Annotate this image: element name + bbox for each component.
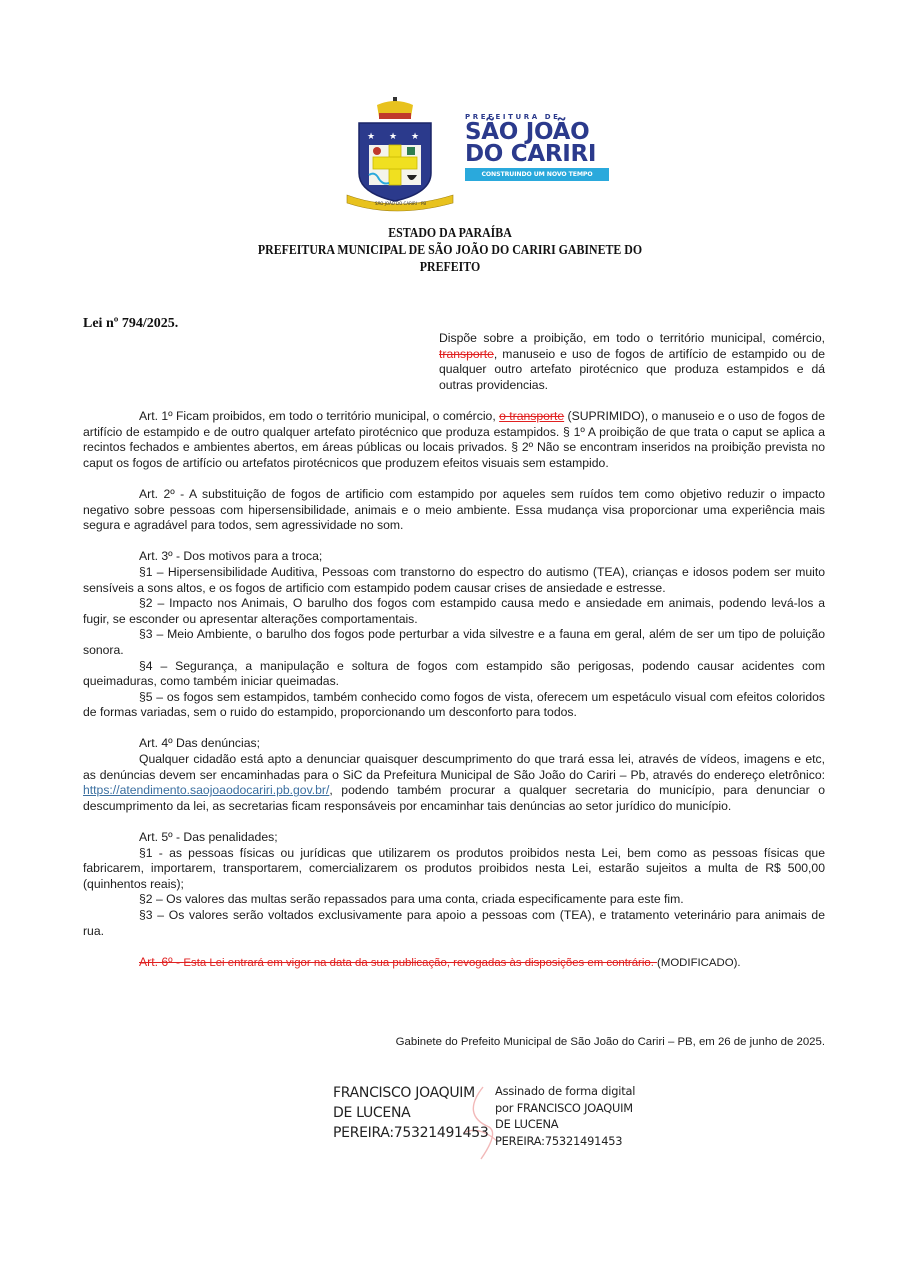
signature-detail-line: PEREIRA:75321491453: [495, 1133, 623, 1148]
sic-link[interactable]: https://atendimento.saojoaodocariri.pb.gov.br/: [83, 783, 330, 798]
summary-text: Dispõe sobre a proibição, em todo o território municipal, comércio,: [439, 331, 825, 345]
brand-slogan: CONSTRUINDO UM NOVO TEMPO: [465, 168, 609, 181]
signer-name-line: DE LUCENA: [333, 1105, 411, 1121]
signature-detail-line: Assinado de forma digital: [495, 1084, 636, 1098]
struck-text: o transporte: [499, 409, 565, 423]
article-2: Art. 2º - A substituição de fogos de artificio com estampido por aqueles sem ruídos tem como objetivo reduzir o impacto negativo sobre pessoas com hipersensibilidade, animais e o meio ambiente. Essa mudança visa proporcionar uma experiência mais segura e agradável para todos, sem agressividade no som.: [83, 486, 825, 533]
signature-details: [495, 1083, 635, 1149]
signer-name-line: FRANCISCO JOAQUIM: [333, 1085, 475, 1101]
svg-text:★: ★: [411, 132, 420, 142]
law-summary: [439, 331, 825, 393]
article-5-paragraph-2: §2 – Os valores das multas serão repassados para uma conta, criada especificamente para este fim.: [139, 892, 684, 907]
article-1-text-cont: (SUPRIMIDO), o manuseio e o uso de fogos de artifício de estampido e de outro qualquer artefato pirotécnico que produza estampidos. § 1º A proibição de que trata o caput se aplica a recintos fechados e ambientes abertos, em áreas públicas ou locais privados. § 2º Não se encontram inseridos na proibição prevista no caput os fogos de artifício ou artefatos pirotécnicos que produzem efeitos visuais sem estampido.: [83, 409, 825, 470]
struck-text: transporte: [439, 346, 494, 361]
article-6-note: (MODIFICADO).: [657, 956, 741, 969]
summary-text-cont: , manuseio e uso de fogos de artifício de estampido ou de qualquer outro artefato pirotécnico que produza estampidos e dá outras providencias.: [439, 346, 825, 392]
article-6-struck-label: Art. 6º -: [139, 954, 184, 969]
digital-signature: [333, 1083, 663, 1163]
article-3-paragraph-4: §4 – Segurança, a manipulação e soltura de fogos com estampido são perigosas, podendo causar acidentes com queimaduras, como também iniciar queimadas.: [83, 658, 825, 689]
article-3-paragraph-2: §2 – Impacto nos Animais, O barulho dos fogos com estampido causa medo e ansiedade em animais, podendo levá-los a fugir, se esconder ou apresentar alterações comportamentais.: [83, 596, 825, 626]
article-5-paragraph-3: §3 – Os valores serão voltados exclusivamente para apoio a pessoas com (TEA), e tratamento veterinário para animais de rua.: [83, 908, 825, 938]
municipality-logo: [345, 95, 620, 213]
article-5-title: Art. 5º - Das penalidades;: [139, 830, 278, 845]
article-3-paragraph-3: §3 – Meio Ambiente, o barulho dos fogos pode perturbar a vida silvestre e a fauna em geral, além de ser um tipo de poluição sonora.: [83, 627, 825, 657]
article-4-text-cont: , podendo também procurar a qualquer secretaria do município, para denunciar o descumprimento da lei, as secretarias ficam responsáveis por encaminhar tais denúncias ao setor jurídico do município.: [83, 783, 825, 813]
municipality-brand: [465, 113, 615, 181]
signer-name: [333, 1083, 488, 1143]
brand-prefix: PREFEITURA DE: [465, 113, 561, 121]
article-3-paragraph-5: §5 – os fogos sem estampidos, também conhecido como fogos de vista, oferecem um espetáculo visual com efeitos coloridos de formas variadas, sem o ruido do estampido, proporcionando um desconforto para todos.: [83, 689, 825, 720]
header-prefecture: PREFEITURA MUNICIPAL DE SÃO JOÃO DO CARIRI GABINETE DO: [257, 242, 643, 257]
header-office: PREFEITO: [419, 259, 481, 274]
signature-detail-line: DE LUCENA: [495, 1117, 559, 1131]
law-number: Lei nº 794/2025.: [83, 316, 179, 331]
article-4-text-start: Qualquer cidadão está apto a denunciar quaisquer descumprimento do que trará essa lei, através de vídeos, imagens e etc, as denúncias devem ser encaminhadas para o SiC da Prefeitura Municipal de São João do Cariri – Pb, através do endereço eletrônico:: [83, 752, 825, 782]
signer-name-line: PEREIRA:75321491453: [333, 1125, 489, 1141]
article-3-paragraph-1: §1 – Hipersensibilidade Auditiva, Pessoas com transtorno do espectro do autismo (TEA), crianças e idosos podem ser muito sensíveis a sons altos, e os fogos de artificio com estampido podem causar crises de ansiedade e estresse.: [83, 564, 825, 595]
svg-text:SÃO JOÃO DO CARIRI - PB: SÃO JOÃO DO CARIRI - PB: [375, 201, 427, 206]
law-body: [83, 409, 825, 971]
article-1-text: Art. 1º Ficam proibidos, em todo o território municipal, o comércio,: [139, 409, 500, 423]
document-header: [0, 224, 900, 275]
article-4-text: [83, 752, 825, 814]
article-6: [83, 955, 825, 972]
article-6-struck-text: Esta Lei entrará em vigor na data da sua publicação, revogadas às disposições em contrário.: [183, 956, 658, 969]
coat-of-arms-icon: [345, 95, 455, 213]
closing-place-date: Gabinete do Prefeito Municipal de São João do Cariri – PB, em 26 de junho de 2025.: [395, 1036, 825, 1048]
svg-text:★: ★: [389, 132, 398, 142]
article-4-title: Art. 4º Das denúncias;: [139, 736, 260, 751]
signature-detail-line: por FRANCISCO JOAQUIM: [495, 1100, 633, 1115]
article-5-paragraph-1: §1 - as pessoas físicas ou jurídicas que utilizarem os produtos proibidos nesta Lei, bem como as pessoas físicas que fabricarem, importarem, transportarem, comercializarem os produtos proibidos nesta Lei, estarão sujeitos a multa de R$ 500,00 (quinhentos reais);: [83, 845, 825, 891]
brand-name-line2: DO CARIRI: [465, 141, 597, 167]
svg-text:★: ★: [367, 132, 376, 142]
article-3-title: Art. 3º - Dos motivos para a troca;: [139, 549, 323, 564]
article-1: [83, 409, 825, 471]
header-state: ESTADO DA PARAÍBA: [388, 225, 512, 240]
brand-name-line1: SÃO JOÃO: [465, 119, 590, 145]
